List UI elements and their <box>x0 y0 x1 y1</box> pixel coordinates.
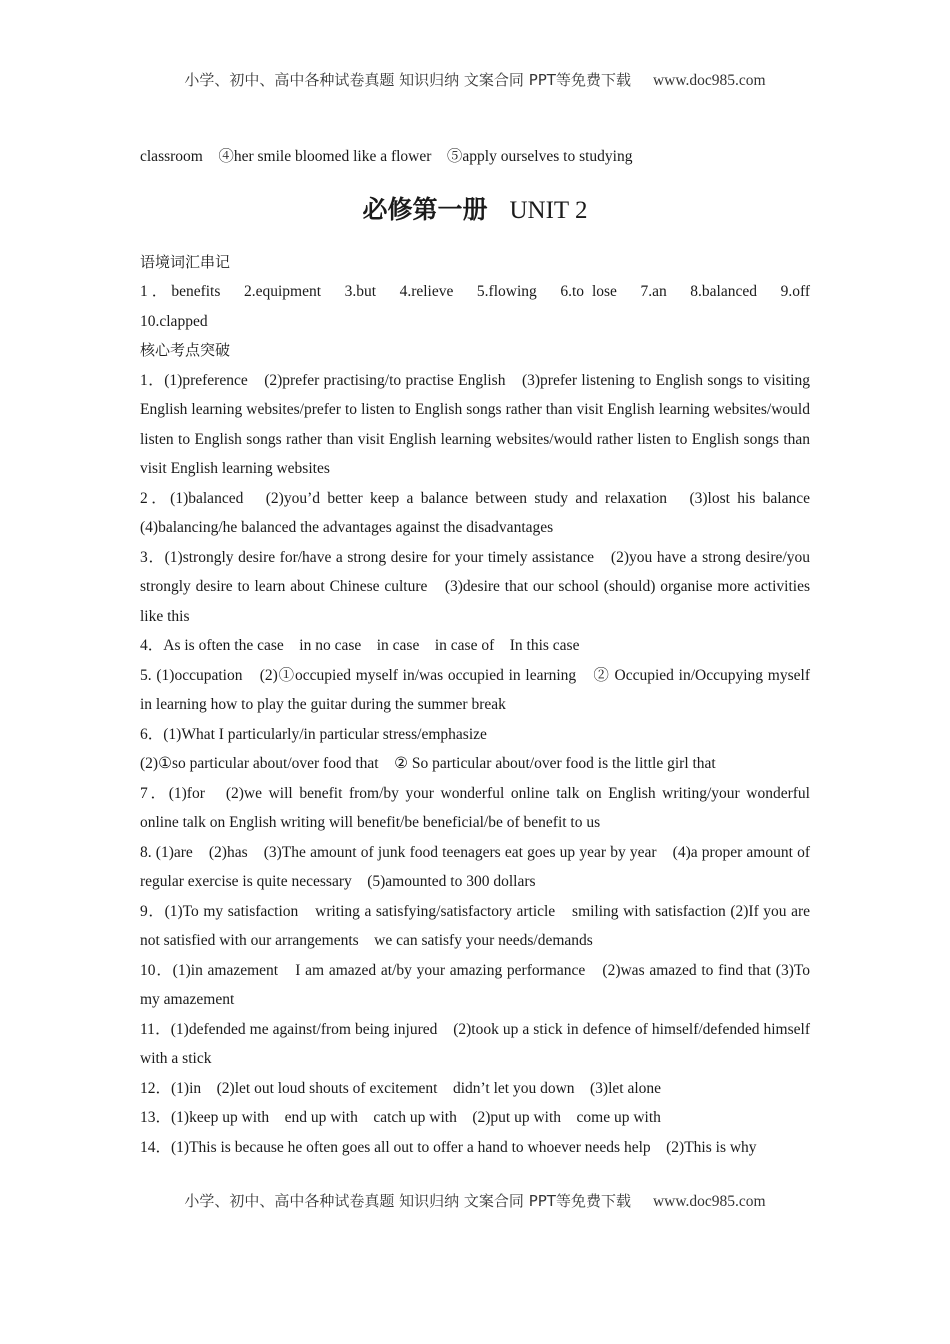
vocab-answers: 1．benefits 2.equipment 3.but 4.relieve 5.flowing 6.to lose 7.an 8.balanced 9.off 10.clapped <box>140 283 826 330</box>
answer-item: (2)①so particular about/over food that ② So particular about/over food is the little girl that <box>140 755 716 772</box>
answer-item: 9．(1)To my satisfaction writing a satisfying/satisfactory article smiling with satisfaction (2)If you are not satisfied with our arrangements we can satisfy your needs/demands <box>140 902 810 949</box>
answer-item: 7．(1)for (2)we will benefit from/by your wonderful online talk on English writing/your wonderful online talk on English writing will benefit/be beneficial/be of benefit to us <box>140 784 810 831</box>
answer-item: 1．(1)preference (2)prefer practising/to practise English (3)prefer listening to English songs to visiting English learning websites/prefer to listen to English songs rather than visit English learning websites/would listen to English songs rather than visit English learning websites/would rather listen to English songs than visit English learning websites <box>140 371 810 477</box>
answer-item: 13．(1)keep up with end up with catch up with (2)put up with come up with <box>140 1109 661 1126</box>
answer-item: 12．(1)in (2)let out loud shouts of excitement didn’t let you down (3)let alone <box>140 1079 662 1097</box>
answer-item: 10．(1)in amazement I am amazed at/by your amazing performance (2)was amazed to find that (3)To my amazement <box>140 961 810 1008</box>
answer-item: 3．(1)strongly desire for/have a strong desire for your timely assistance (2)you have a strong desire/you strongly desire to learn about Chinese culture (3)desire that our school (should) organise more activities like this <box>140 548 810 625</box>
answer-item: 11．(1)defended me against/from being injured (2)took up a stick in defence of himself/defended himself with a stick <box>140 1020 810 1067</box>
document-body <box>140 142 826 1162</box>
section-heading-vocab: 语境词汇串记 <box>140 252 231 271</box>
header-url[interactable]: www.doc985.com <box>652 72 766 89</box>
page-footer <box>0 1190 950 1211</box>
footer-url[interactable]: www.doc985.com <box>652 1193 766 1210</box>
page-title <box>140 194 810 228</box>
intro-line: classroom ④her smile bloomed like a flower ⑤apply ourselves to studying <box>140 148 633 165</box>
title-en: UNIT 2 <box>509 196 588 224</box>
answer-item: 6．(1)What I particularly/in particular stress/emphasize <box>140 725 487 743</box>
answer-item: 5. (1)occupation (2)①occupied myself in/was occupied in learning ② Occupied in/Occupying myself in learning how to play the guitar during the summer break <box>140 666 810 713</box>
header-text: 小学、初中、高中各种试卷真题 知识归纳 文案合同 PPT等免费下载 <box>184 71 631 89</box>
answer-item: 2．(1)balanced (2)you’d better keep a balance between study and relaxation (3)lost his balance (4)balancing/he balanced the advantages against the disadvantages <box>140 489 826 536</box>
answer-item: 4．As is often the case in no case in case in case of In this case <box>140 637 580 654</box>
answer-item: 8. (1)are (2)has (3)The amount of junk food teenagers eat goes up year by year (4)a proper amount of regular exercise is quite necessary (5)amounted to 300 dollars <box>140 843 810 890</box>
page-header <box>0 69 950 90</box>
title-cn: 必修第一册 <box>362 196 488 224</box>
answer-item: 14．(1)This is because he often goes all out to offer a hand to whoever needs help (2)This is why <box>140 1138 757 1156</box>
section-heading-core: 核心考点突破 <box>140 341 231 359</box>
footer-text: 小学、初中、高中各种试卷真题 知识归纳 文案合同 PPT等免费下载 <box>184 1192 631 1210</box>
